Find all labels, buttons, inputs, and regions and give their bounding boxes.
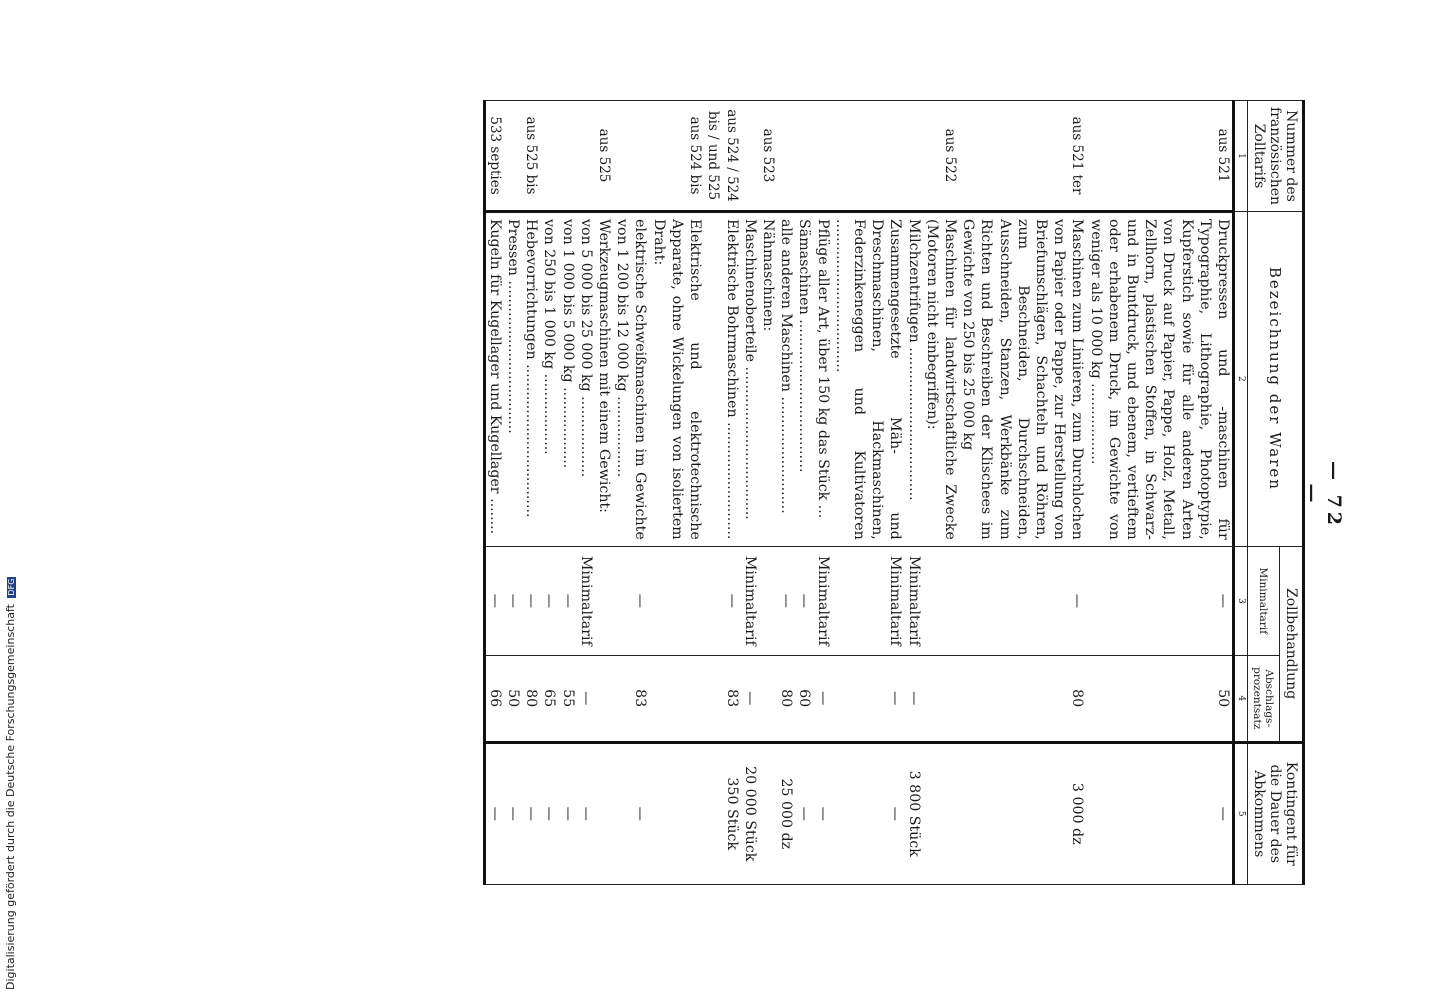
quota-cell: 25 000 dz <box>777 742 795 885</box>
tariff-number-cell <box>795 101 813 212</box>
quota-cell: — <box>558 742 576 885</box>
quota-cell: — <box>577 742 595 885</box>
discount-percentage-cell: 80 <box>777 655 795 742</box>
tariff-number-cell <box>540 101 558 212</box>
page-number: — 72 — <box>1301 460 1345 530</box>
tariff-number-cell <box>832 101 905 212</box>
tariff-number-cell <box>504 101 522 212</box>
quota-cell <box>759 742 777 885</box>
discount-percentage-cell <box>595 655 613 742</box>
table-row <box>595 101 613 885</box>
minimal-tariff-cell <box>595 546 613 655</box>
discount-percentage-cell: 65 <box>540 655 558 742</box>
tariff-number-cell: aus 524 / 524 bis / und 525 <box>704 101 740 212</box>
tariff-number-cell: aus 524 bis <box>650 101 705 212</box>
minimal-tariff-cell: — <box>959 546 1086 655</box>
minimal-tariff-cell: — <box>1086 546 1233 655</box>
header-quota: Kontingent für die Dauer des Abkommens <box>1248 742 1304 885</box>
minimal-tariff-cell: — <box>704 546 740 655</box>
goods-description-cell: von 250 bis 1 000 kg .................. <box>540 212 558 547</box>
minimal-tariff-cell: — <box>795 546 813 655</box>
goods-description-cell: Maschinen zum Liniieren, zum Durchlochen von Papier oder Pappe, zur Herstellung von Briefumschlägen, Schachteln und Röhren, zum Beschneiden, Durchschneiden, Ausschneiden, Stanzen, Werkbänke zum Richten und Beschreiben der Klischees im Gewichte von 250 bis 25 000 kg <box>959 212 1086 547</box>
tariff-number-cell: aus 525 bis <box>522 101 540 212</box>
tariff-table <box>483 100 1305 885</box>
digitization-text: Digitalisierung gefördert durch die Deutsche Forschungsgemeinschaft <box>4 604 17 990</box>
tariff-number-cell <box>777 101 795 212</box>
table-row <box>813 101 831 885</box>
quota-cell: — <box>540 742 558 885</box>
minimal-tariff-cell: Minimaltarif <box>832 546 905 655</box>
minimal-tariff-cell: Minimaltarif <box>813 546 831 655</box>
goods-description-cell: Elektrische und elektrotechnische Apparate, ohne Wickelungen von isoliertem Draht: <box>650 212 705 547</box>
column-number: 5 <box>1234 742 1248 885</box>
quota-cell: — <box>1086 742 1233 885</box>
quota-cell: — <box>484 742 504 885</box>
table-row <box>577 101 595 885</box>
discount-percentage-cell: — <box>813 655 831 742</box>
minimal-tariff-cell: — <box>540 546 558 655</box>
minimal-tariff-cell: — <box>558 546 576 655</box>
goods-description-cell: Maschinenoberteile .................................. <box>741 212 759 547</box>
goods-description-cell: Sämaschinen .................................. <box>795 212 813 547</box>
tariff-number-cell <box>813 101 831 212</box>
minimal-tariff-cell: — <box>522 546 540 655</box>
header-customs-treatment: Zollbehandlung <box>1279 546 1303 742</box>
table-row <box>650 101 705 885</box>
goods-description-cell: von 1 000 bis 5 000 kg .................. <box>558 212 576 547</box>
goods-description-cell: Hebevorrichtungen .................................. <box>522 212 540 547</box>
table-row <box>540 101 558 885</box>
goods-description-cell: von 5 000 bis 25 000 kg .................. <box>577 212 595 547</box>
tariff-number-cell: 533 septies <box>484 101 504 212</box>
quota-cell: — <box>813 742 831 885</box>
table-row <box>1086 101 1233 885</box>
quota-cell: — <box>522 742 540 885</box>
goods-description-cell: Maschinen für landwirtschaftliche Zwecke (Motoren nicht einbegriffen): <box>923 212 959 547</box>
table-row <box>904 101 922 885</box>
quota-cell: — <box>613 742 649 885</box>
column-number: 2 <box>1234 212 1248 547</box>
discount-percentage-cell: 50 <box>504 655 522 742</box>
minimal-tariff-cell: — <box>504 546 522 655</box>
tariff-rows <box>484 101 1233 885</box>
goods-description-cell: Nähmaschinen: <box>759 212 777 547</box>
table-row <box>704 101 740 885</box>
quota-cell <box>595 742 613 885</box>
goods-description-cell: Elektrische Bohrmaschinen .......................... <box>704 212 740 547</box>
dfg-logo: DFG <box>7 578 16 596</box>
table-row <box>484 101 504 885</box>
tariff-number-cell: aus 525 <box>595 101 613 212</box>
goods-description-cell: Druckpressen und -maschinen für Typographie, Lithographie, Photoptypie, Kupferstich sowie für alle anderen Arten von Druck auf Papier, Pappe, Holz, Metall, Zellhorn, plastischen Stoffen, in Schwarz- und in Buntdruck, und ebenem, vertieftem oder erhabenem Druck, im Gewichte von weniger als 10 000 kg .................. <box>1086 212 1233 547</box>
column-number: 4 <box>1234 655 1248 742</box>
table-row <box>777 101 795 885</box>
minimal-tariff-cell <box>923 546 959 655</box>
header-goods-description: Bezeichnung der Waren <box>1248 212 1304 547</box>
discount-percentage-cell: — <box>832 655 905 742</box>
discount-percentage-cell <box>923 655 959 742</box>
tariff-number-cell <box>904 101 922 212</box>
header-tariff-number: Nummer des französischen Zolltarifs <box>1248 101 1304 212</box>
minimal-tariff-cell: Minimaltarif <box>577 546 595 655</box>
minimal-tariff-cell: Minimaltarif <box>741 546 759 655</box>
quota-cell: — <box>832 742 905 885</box>
table-row <box>923 101 959 885</box>
table-row <box>504 101 522 885</box>
quota-cell: 20 000 Stück <box>741 742 759 885</box>
quota-cell <box>650 742 705 885</box>
tariff-number-cell <box>613 101 649 212</box>
minimal-tariff-cell: — <box>484 546 504 655</box>
column-number: 3 <box>1234 546 1248 655</box>
discount-percentage-cell: — <box>577 655 595 742</box>
table-row <box>959 101 1086 885</box>
table-row <box>795 101 813 885</box>
table-row <box>558 101 576 885</box>
quota-cell: — <box>504 742 522 885</box>
discount-percentage-cell: 80 <box>522 655 540 742</box>
minimal-tariff-cell <box>650 546 705 655</box>
table-row <box>759 101 777 885</box>
table-row <box>832 101 905 885</box>
goods-description-cell: Pressen .................................. <box>504 212 522 547</box>
goods-description-cell: elektrische Schweißmaschinen im Gewichte von 1 200 bis 12 000 kg .................. <box>613 212 649 547</box>
goods-description-cell: Zusammengesetzte Mäh- und Dreschmaschinen, Hackmaschinen, Federzinkeneggen und Kultivatoren .................................. <box>832 212 905 547</box>
goods-description-cell: Kugeln für Kugellager und Kugellager ........ <box>484 212 504 547</box>
discount-percentage-cell: 83 <box>704 655 740 742</box>
tariff-number-cell <box>577 101 595 212</box>
discount-percentage-cell: 60 <box>795 655 813 742</box>
quota-cell: 3 800 Stück <box>904 742 922 885</box>
tariff-number-cell: aus 523 <box>759 101 777 212</box>
goods-description-cell: Werkzeugmaschinen mit einem Gewicht: <box>595 212 613 547</box>
header-minimal-tariff: Minimaltarif <box>1248 546 1280 655</box>
minimal-tariff-cell: — <box>613 546 649 655</box>
digitization-note <box>4 578 17 990</box>
table-row <box>741 101 759 885</box>
goods-description-cell: alle anderen Maschinen .......................... <box>777 212 795 547</box>
tariff-number-cell: aus 522 <box>923 101 959 212</box>
tariff-number-cell <box>558 101 576 212</box>
table-row <box>522 101 540 885</box>
minimal-tariff-cell <box>759 546 777 655</box>
quota-cell: — <box>795 742 813 885</box>
quota-cell: 350 Stück <box>704 742 740 885</box>
discount-percentage-cell: — <box>741 655 759 742</box>
discount-percentage-cell: 50 <box>1086 655 1233 742</box>
discount-percentage-cell: 83 <box>613 655 649 742</box>
discount-percentage-cell <box>759 655 777 742</box>
discount-percentage-cell <box>650 655 705 742</box>
quota-cell: 3 000 dz <box>959 742 1086 885</box>
minimal-tariff-cell: Minimaltarif <box>904 546 922 655</box>
goods-description-cell: Milchzentrifugen .................................. <box>904 212 922 547</box>
tariff-number-cell <box>741 101 759 212</box>
tariff-number-cell: aus 521 ter <box>959 101 1086 212</box>
table-row <box>613 101 649 885</box>
minimal-tariff-cell: — <box>777 546 795 655</box>
tariff-number-cell: aus 521 <box>1086 101 1233 212</box>
quota-cell <box>923 742 959 885</box>
header-discount-percentage: Abschlags-prozentsatz <box>1248 655 1280 742</box>
discount-percentage-cell: 55 <box>558 655 576 742</box>
rotated-content <box>135 85 1345 885</box>
discount-percentage-cell: — <box>904 655 922 742</box>
discount-percentage-cell: 80 <box>959 655 1086 742</box>
discount-percentage-cell: 66 <box>484 655 504 742</box>
goods-description-cell: Pflüge aller Art, über 150 kg das Stück ... <box>813 212 831 547</box>
column-number: 1 <box>1234 101 1248 212</box>
